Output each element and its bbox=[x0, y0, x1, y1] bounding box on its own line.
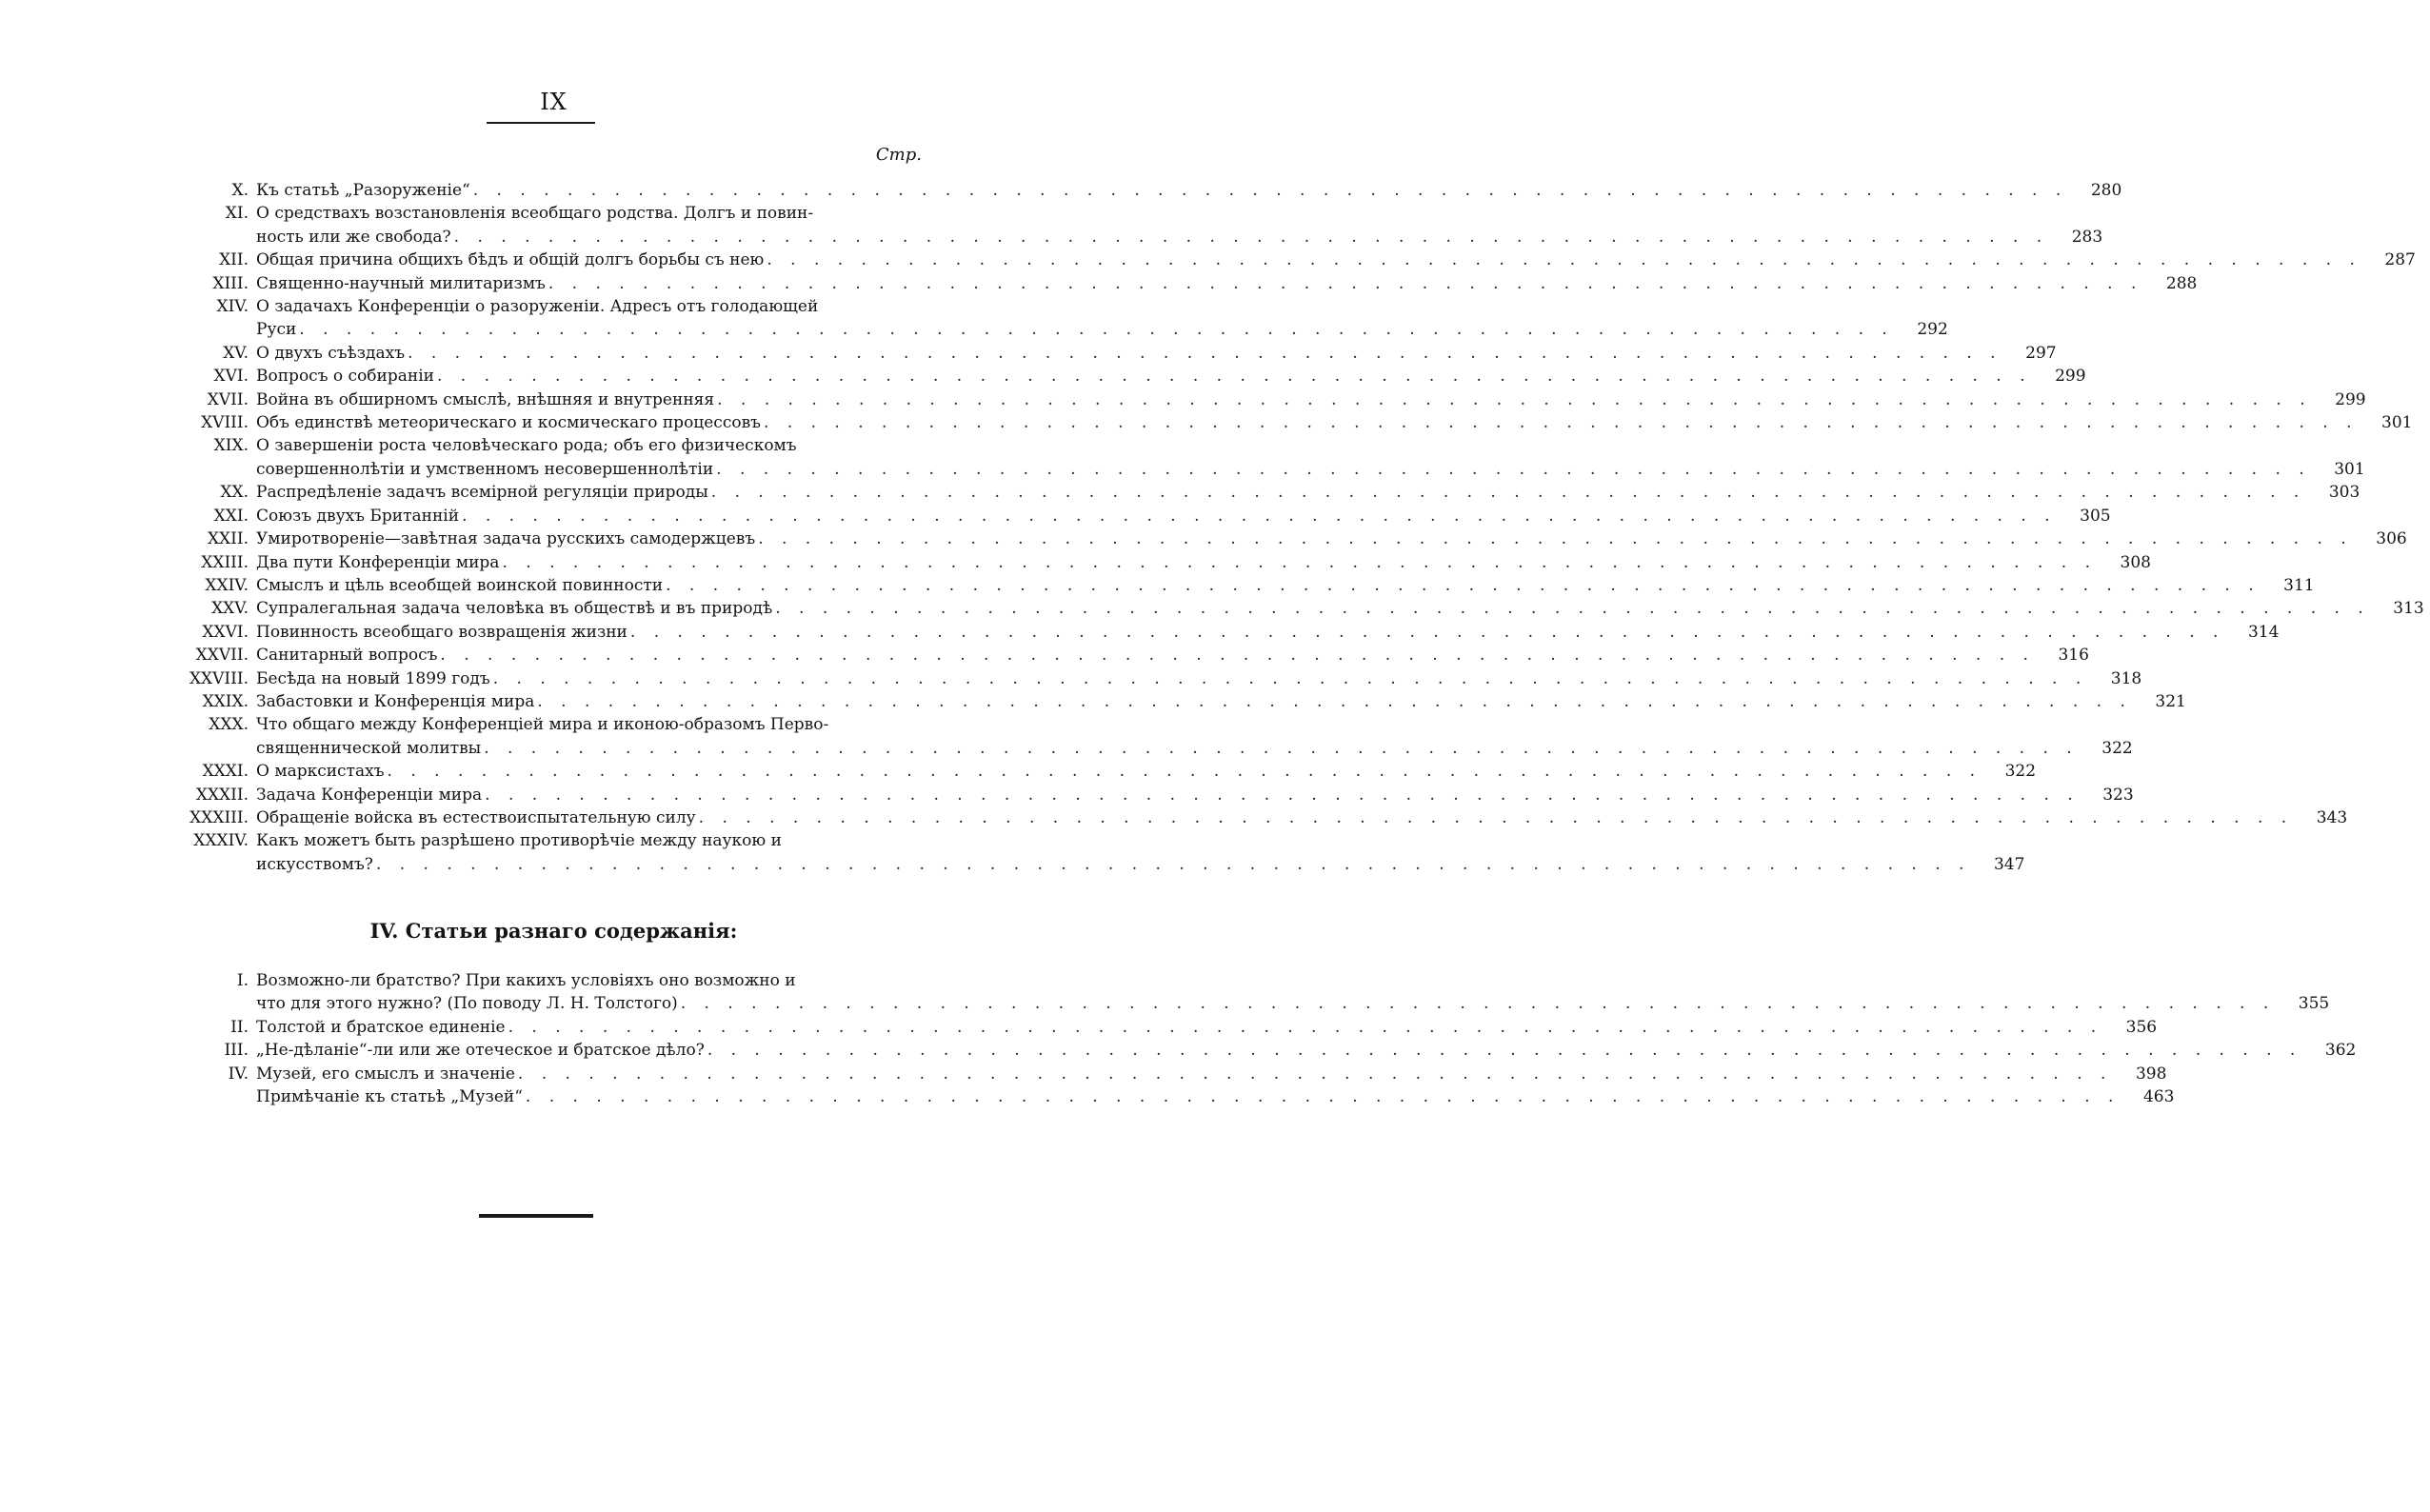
toc-entry-last-line bbox=[256, 853, 2025, 876]
dot-leader: . . . . . . . . . . . . . . . . . . . . . . . . . . . . . . . . . . . . . . . . . . . . . . . . . . . . . . . . . . . . . . . . . . . . bbox=[537, 691, 2132, 711]
toc-entry-title: Руси bbox=[256, 320, 297, 340]
toc-entry-last-line bbox=[256, 737, 2133, 760]
toc-entry-page: 299 bbox=[2335, 389, 2366, 409]
toc-entry-title: Къ статьѣ „Разоруженіе“ bbox=[256, 181, 470, 200]
toc-entry-page: 308 bbox=[2120, 552, 2151, 572]
toc-entry-body bbox=[256, 434, 2365, 481]
toc-entry-last-line bbox=[256, 249, 2416, 271]
toc-entry-last-line bbox=[256, 760, 2037, 783]
dot-leader: . . . . . . . . . . . . . . . . . . . . . . . . . . . . . . . . . . . . . . . . . . . . . . . . . . . . . . . . . . . . . . . . . . . . bbox=[472, 181, 2068, 200]
toc-entry-title: Умиротвореніе—завѣтная задача русскихъ самодержцевъ bbox=[256, 529, 756, 549]
dot-leader: . . . . . . . . . . . . . . . . . . . . . . . . . . . . . . . . . . . . . . . . . . . . . . . . . . . . . . . . . . . . . . . . . . . . bbox=[492, 668, 2088, 688]
toc-entry-body bbox=[256, 179, 2122, 202]
toc-entry-number bbox=[177, 1085, 256, 1108]
footer-rule bbox=[479, 1214, 593, 1218]
toc-entry-number: XVII. bbox=[207, 389, 249, 409]
toc-entry-title-line: Что общаго между Конференціей мира и иконою-образомъ Перво- bbox=[256, 715, 829, 735]
toc-entry-body bbox=[256, 481, 2360, 504]
toc-entry-body bbox=[256, 1085, 2175, 1108]
toc-entry-last-line bbox=[256, 784, 2134, 806]
toc-entry-number: XIX. bbox=[213, 436, 249, 456]
toc-entry-title: что для этого нужно? (По поводу Л. Н. Толстого) bbox=[256, 994, 678, 1014]
toc-entry[interactable] bbox=[177, 597, 2424, 620]
dot-leader: . . . . . . . . . . . . . . . . . . . . . . . . . . . . . . . . . . . . . . . . . . . . . . . . . . . . . . . . . . . . . . . . . . . . bbox=[698, 807, 2294, 827]
dot-leader: . . . . . . . . . . . . . . . . . . . . . . . . . . . . . . . . . . . . . . . . . . . . . . . . . . . . . . . . . . . . . . . . . . . . bbox=[525, 1087, 2121, 1107]
toc-entry-page: 314 bbox=[2247, 622, 2280, 642]
toc-entry-page: 343 bbox=[2316, 807, 2348, 827]
toc-entry-number: XX. bbox=[220, 483, 249, 503]
toc-entry-page: 463 bbox=[2142, 1087, 2175, 1107]
toc-entry-number: XXIII. bbox=[201, 552, 249, 572]
toc-entry-last-line bbox=[256, 365, 2086, 388]
toc-entry-number: XXIV. bbox=[205, 575, 249, 595]
toc-entry[interactable] bbox=[177, 969, 2330, 1016]
toc-entry-last-line bbox=[256, 1039, 2357, 1062]
toc-entry-last-line bbox=[256, 1063, 2167, 1085]
toc-entry[interactable] bbox=[177, 806, 2348, 829]
toc-entry-page: 323 bbox=[2102, 785, 2134, 805]
toc-entry-last-line bbox=[256, 458, 2365, 481]
dot-leader: . . . . . . . . . . . . . . . . . . . . . . . . . . . . . . . . . . . . . . . . . . . . . . . . . . . . . . . . . . . . . . . . . . . . bbox=[485, 785, 2080, 805]
toc-entry-last-line bbox=[256, 411, 2413, 434]
toc-entry[interactable] bbox=[177, 481, 2360, 504]
toc-entry-number: XXI. bbox=[213, 506, 249, 526]
toc-entry-body bbox=[256, 551, 2151, 574]
toc-entry-number: XII. bbox=[219, 250, 249, 270]
toc-entry-number: XXVII. bbox=[195, 646, 249, 666]
toc-entry-page: 313 bbox=[2393, 599, 2424, 619]
toc-entry-body bbox=[256, 806, 2348, 829]
toc-entry-body bbox=[256, 829, 2025, 876]
toc-entry-last-line bbox=[256, 272, 2198, 295]
toc-entry-title: „Не-дѣланіе“-ли или же отеческое и братское дѣло? bbox=[256, 1041, 705, 1061]
toc-entry-title: Повинность всеобщаго возвращенія жизни bbox=[256, 622, 627, 642]
toc-entry[interactable] bbox=[177, 365, 2086, 388]
toc-entry-page: 398 bbox=[2135, 1064, 2167, 1084]
toc-entry-last-line bbox=[256, 226, 2103, 249]
toc-entry-number: XXXII. bbox=[195, 785, 249, 805]
toc-entry[interactable] bbox=[177, 667, 2142, 690]
toc-entry-body bbox=[256, 505, 2111, 527]
toc-entry-title: О двухъ съѣздахъ bbox=[256, 343, 406, 363]
toc-entry-number: XXII. bbox=[207, 529, 249, 549]
toc-entry-body bbox=[256, 388, 2366, 411]
toc-entry-page: 301 bbox=[2381, 413, 2413, 433]
toc-entry-number: XVI. bbox=[213, 367, 249, 387]
toc-entry-number: XXXI. bbox=[202, 762, 249, 782]
toc-entry-last-line bbox=[256, 388, 2366, 411]
toc-entry[interactable] bbox=[177, 434, 2365, 481]
toc-entry-title: Бесѣда на новый 1899 годъ bbox=[256, 668, 490, 688]
toc-entry[interactable] bbox=[177, 1063, 2167, 1085]
toc-entry-number: XVIII. bbox=[201, 413, 249, 433]
dot-leader: . . . . . . . . . . . . . . . . . . . . . . . . . . . . . . . . . . . . . . . . . . . . . . . . . . . . . . . . . . . . . . . . . . . . bbox=[717, 389, 2312, 409]
toc-entry[interactable] bbox=[177, 829, 2025, 876]
toc-entry[interactable] bbox=[177, 179, 2122, 202]
toc-entry-body bbox=[256, 1063, 2167, 1085]
toc-entry-body bbox=[256, 667, 2142, 690]
toc-entry[interactable] bbox=[177, 621, 2280, 644]
toc-entry-title-line: О средствахъ возстановленія всеобщаго родства. Долгъ и повин- bbox=[256, 204, 814, 224]
dot-leader: . . . . . . . . . . . . . . . . . . . . . . . . . . . . . . . . . . . . . . . . . . . . . . . . . . . . . . . . . . . . . . . . . . . . bbox=[767, 250, 2361, 270]
toc-part-4 bbox=[177, 969, 2357, 1108]
toc-entry-body bbox=[256, 713, 2133, 760]
toc-entry-last-line bbox=[256, 505, 2111, 527]
toc-entry-last-line bbox=[256, 1085, 2175, 1108]
toc-entry-body bbox=[256, 202, 2103, 249]
toc-entry-body bbox=[256, 784, 2134, 806]
toc-part-3 bbox=[177, 179, 2424, 876]
toc-entry[interactable] bbox=[177, 295, 1948, 342]
toc-entry-page: 287 bbox=[2384, 250, 2416, 270]
toc-entry[interactable] bbox=[177, 760, 2037, 783]
toc-entry-title: Союзъ двухъ Британній bbox=[256, 506, 460, 526]
toc-entry-number: XXVI. bbox=[202, 622, 249, 642]
toc-entry-page: 318 bbox=[2110, 668, 2142, 688]
toc-entry-title-line: О задачахъ Конференціи о разоруженіи. Адресъ отъ голодающей bbox=[256, 297, 819, 317]
toc-entry-last-line bbox=[256, 1016, 2158, 1039]
toc-entry-number: XXIX. bbox=[202, 691, 249, 711]
toc-entry-number: I. bbox=[236, 971, 249, 990]
toc-entry-last-line bbox=[256, 992, 2330, 1015]
dot-leader: . . . . . . . . . . . . . . . . . . . . . . . . . . . . . . . . . . . . . . . . . . . . . . . . . . . . . . . . . . . . . . . . . . . . bbox=[716, 459, 2311, 479]
toc-entry-title: Война въ обширномъ смыслѣ, внѣшняя и внутренняя bbox=[256, 389, 715, 409]
toc-entry-title: Вопросъ о собираніи bbox=[256, 367, 434, 387]
toc-entry-title: ность или же свобода? bbox=[256, 227, 451, 247]
toc-entry-title: Задача Конференціи мира bbox=[256, 785, 483, 805]
toc-entry[interactable] bbox=[177, 690, 2186, 713]
toc-entry-body bbox=[256, 969, 2330, 1016]
dot-leader: . . . . . . . . . . . . . . . . . . . . . . . . . . . . . . . . . . . . . . . . . . . . . . . . . . . . . . . . . . . . . . . . . . . . bbox=[680, 994, 2276, 1014]
toc-entry-last-line bbox=[256, 481, 2360, 504]
toc-entry-title: Объ единствѣ метеорическаго и космическаго процессовъ bbox=[256, 413, 761, 433]
dot-leader: . . . . . . . . . . . . . . . . . . . . . . . . . . . . . . . . . . . . . . . . . . . . . . . . . . . . . . . . . . . . . . . . . . . . bbox=[763, 413, 2359, 433]
toc-entry-body bbox=[256, 597, 2424, 620]
toc-entry-page: 347 bbox=[1993, 854, 2025, 874]
toc-entry-title-line: Какъ можетъ быть разрѣшено противорѣчіе между наукою и bbox=[256, 831, 782, 851]
dot-leader: . . . . . . . . . . . . . . . . . . . . . . . . . . . . . . . . . . . . . . . . . . . . . . . . . . . . . . . . . . . . . . . . . . . . bbox=[502, 552, 2097, 572]
toc-entry[interactable] bbox=[177, 1039, 2357, 1062]
toc-entry-number: X. bbox=[231, 181, 249, 200]
toc-entry-title: Забастовки и Конференція мира bbox=[256, 691, 535, 711]
toc-entry-title: искусствомъ? bbox=[256, 854, 373, 874]
toc-entry-title: Музей, его смыслъ и значеніе bbox=[256, 1064, 515, 1084]
toc-entry-page: 322 bbox=[2004, 762, 2037, 782]
toc-entry-title: совершеннолѣтіи и умственномъ несовершеннолѣтіи bbox=[256, 459, 714, 479]
dot-leader: . . . . . . . . . . . . . . . . . . . . . . . . . . . . . . . . . . . . . . . . . . . . . . . . . . . . . . . . . . . . . . . . . . . . bbox=[517, 1064, 2113, 1084]
toc-entry-body bbox=[256, 527, 2407, 550]
toc-entry-number: XIV. bbox=[216, 297, 249, 317]
toc-entry-page: 322 bbox=[2101, 738, 2133, 758]
toc-entry[interactable] bbox=[177, 713, 2133, 760]
toc-entry-title: Общая причина общихъ бѣдъ и общій долгъ борьбы съ нею bbox=[256, 250, 765, 270]
dot-leader: . . . . . . . . . . . . . . . . . . . . . . . . . . . . . . . . . . . . . . . . . . . . . . . . . . . . . . . . . . . . . . . . . . . . bbox=[299, 320, 1894, 340]
toc-entry-page: 306 bbox=[2376, 529, 2407, 549]
dot-leader: . . . . . . . . . . . . . . . . . . . . . . . . . . . . . . . . . . . . . . . . . . . . . . . . . . . . . . . . . . . . . . . . . . . . bbox=[775, 599, 2370, 619]
toc-entry-number: XXXIII. bbox=[189, 807, 249, 827]
dot-leader: . . . . . . . . . . . . . . . . . . . . . . . . . . . . . . . . . . . . . . . . . . . . . . . . . . . . . . . . . . . . . . . . . . . . bbox=[462, 506, 2057, 526]
dot-leader: . . . . . . . . . . . . . . . . . . . . . . . . . . . . . . . . . . . . . . . . . . . . . . . . . . . . . . . . . . . . . . . . . . . . bbox=[375, 854, 1971, 874]
toc-entry-body bbox=[256, 1039, 2357, 1062]
dot-leader: . . . . . . . . . . . . . . . . . . . . . . . . . . . . . . . . . . . . . . . . . . . . . . . . . . . . . . . . . . . . . . . . . . . . bbox=[758, 529, 2353, 549]
toc-entry-body bbox=[256, 365, 2086, 388]
toc-entry-number: XXVIII. bbox=[189, 668, 249, 688]
toc-entry[interactable] bbox=[177, 644, 2089, 666]
toc-entry-body bbox=[256, 690, 2186, 713]
toc-entry-page: 303 bbox=[2328, 483, 2360, 503]
toc-entry[interactable] bbox=[177, 1016, 2158, 1039]
toc-entry-page: 305 bbox=[2080, 506, 2111, 526]
toc-entry-last-line bbox=[256, 574, 2315, 597]
page-column-header: Стр. bbox=[875, 145, 922, 165]
toc-entry-page: 362 bbox=[2324, 1041, 2357, 1061]
dot-leader: . . . . . . . . . . . . . . . . . . . . . . . . . . . . . . . . . . . . . . . . . . . . . . . . . . . . . . . . . . . . . . . . . . . . bbox=[484, 738, 2079, 758]
header-rule bbox=[487, 122, 595, 124]
toc-entry[interactable] bbox=[177, 249, 2416, 271]
toc-entry-number: XXV. bbox=[211, 599, 249, 619]
toc-entry-body bbox=[256, 760, 2037, 783]
toc-entry-last-line bbox=[256, 551, 2151, 574]
toc-entry-page: 321 bbox=[2155, 691, 2186, 711]
toc-entry-title: Смыслъ и цѣль всеобщей воинской повинности bbox=[256, 575, 664, 595]
toc-entry-last-line bbox=[256, 667, 2142, 690]
toc-entry-title: Распредѣленіе задачъ всемірной регуляціи природы bbox=[256, 483, 708, 503]
toc-entry-last-line bbox=[256, 621, 2280, 644]
toc-entry[interactable] bbox=[177, 527, 2407, 550]
toc-entry-title: Супралегальная задача человѣка въ обществѣ и въ природѣ bbox=[256, 599, 773, 619]
dot-leader: . . . . . . . . . . . . . . . . . . . . . . . . . . . . . . . . . . . . . . . . . . . . . . . . . . . . . . . . . . . . . . . . . . . . bbox=[629, 622, 2225, 642]
dot-leader: . . . . . . . . . . . . . . . . . . . . . . . . . . . . . . . . . . . . . . . . . . . . . . . . . . . . . . . . . . . . . . . . . . . . bbox=[508, 1017, 2103, 1037]
toc-entry-body bbox=[256, 342, 2057, 365]
toc-entry[interactable] bbox=[177, 388, 2366, 411]
dot-leader: . . . . . . . . . . . . . . . . . . . . . . . . . . . . . . . . . . . . . . . . . . . . . . . . . . . . . . . . . . . . . . . . . . . . bbox=[548, 273, 2143, 293]
toc-entry-page: 301 bbox=[2334, 459, 2365, 479]
toc-entry-page: 355 bbox=[2298, 994, 2330, 1014]
toc-entry-number: IV. bbox=[228, 1064, 249, 1084]
dot-leader: . . . . . . . . . . . . . . . . . . . . . . . . . . . . . . . . . . . . . . . . . . . . . . . . . . . . . . . . . . . . . . . . . . . . bbox=[440, 646, 2035, 666]
dot-leader: . . . . . . . . . . . . . . . . . . . . . . . . . . . . . . . . . . . . . . . . . . . . . . . . . . . . . . . . . . . . . . . . . . . . bbox=[437, 367, 2032, 387]
toc-entry[interactable] bbox=[177, 411, 2413, 434]
toc-entry-page: 280 bbox=[2090, 181, 2122, 200]
toc-entry-title: Примѣчаніе къ статьѣ „Музей“ bbox=[256, 1087, 523, 1107]
toc-entry-body bbox=[256, 272, 2198, 295]
dot-leader: . . . . . . . . . . . . . . . . . . . . . . . . . . . . . . . . . . . . . . . . . . . . . . . . . . . . . . . . . . . . . . . . . . . . bbox=[387, 762, 1982, 782]
dot-leader: . . . . . . . . . . . . . . . . . . . . . . . . . . . . . . . . . . . . . . . . . . . . . . . . . . . . . . . . . . . . . . . . . . . . bbox=[666, 575, 2261, 595]
toc-entry-page: 283 bbox=[2071, 227, 2103, 247]
toc-entry[interactable] bbox=[177, 1085, 2175, 1108]
toc-entry[interactable] bbox=[177, 784, 2134, 806]
toc-entry-last-line bbox=[256, 597, 2424, 620]
toc-entry-body bbox=[256, 644, 2089, 666]
toc-entry-title-line: О завершеніи роста человѣческаго рода; объ его физическомъ bbox=[256, 436, 797, 456]
toc-entry-last-line bbox=[256, 342, 2057, 365]
toc-entry-number: XXX. bbox=[209, 715, 249, 735]
toc-entry[interactable] bbox=[177, 342, 2057, 365]
toc-entry-last-line bbox=[256, 179, 2122, 202]
toc-entry-title: Санитарный вопросъ bbox=[256, 646, 438, 666]
toc-entry-page: 292 bbox=[1917, 320, 1948, 340]
page-number: IX bbox=[540, 89, 568, 115]
toc-entry-number: XV. bbox=[223, 343, 249, 363]
toc-entry[interactable] bbox=[177, 551, 2151, 574]
toc-entry-title: Обращеніе войска въ естествоиспытательную силу bbox=[256, 807, 696, 827]
dot-leader: . . . . . . . . . . . . . . . . . . . . . . . . . . . . . . . . . . . . . . . . . . . . . . . . . . . . . . . . . . . . . . . . . . . . bbox=[710, 483, 2306, 503]
toc-entry-title: О марксистахъ bbox=[256, 762, 385, 782]
toc-entry-last-line bbox=[256, 690, 2186, 713]
toc-entry-last-line bbox=[256, 318, 1948, 341]
toc-entry-number: II. bbox=[230, 1017, 249, 1037]
toc-entry-body bbox=[256, 1016, 2158, 1039]
toc-entry-page: 356 bbox=[2125, 1017, 2158, 1037]
toc-entry-last-line bbox=[256, 644, 2089, 666]
toc-entry-number: XXXIV. bbox=[193, 831, 249, 851]
dot-leader: . . . . . . . . . . . . . . . . . . . . . . . . . . . . . . . . . . . . . . . . . . . . . . . . . . . . . . . . . . . . . . . . . . . . bbox=[707, 1041, 2302, 1061]
toc-entry[interactable] bbox=[177, 574, 2315, 597]
toc-entry-last-line bbox=[256, 527, 2407, 550]
toc-entry-last-line bbox=[256, 806, 2348, 829]
dot-leader: . . . . . . . . . . . . . . . . . . . . . . . . . . . . . . . . . . . . . . . . . . . . . . . . . . . . . . . . . . . . . . . . . . . . bbox=[408, 343, 2002, 363]
toc-entry[interactable] bbox=[177, 505, 2111, 527]
toc-entry-title: Два пути Конференціи мира bbox=[256, 552, 500, 572]
toc-entry-number: XIII. bbox=[212, 273, 249, 293]
toc-entry-body bbox=[256, 249, 2416, 271]
toc-entry-body bbox=[256, 621, 2280, 644]
toc-entry-page: 297 bbox=[2025, 343, 2057, 363]
toc-entry-body bbox=[256, 295, 1948, 342]
toc-entry-page: 299 bbox=[2055, 367, 2086, 387]
toc-entry[interactable] bbox=[177, 202, 2103, 249]
toc-entry[interactable] bbox=[177, 272, 2198, 295]
toc-entry-title: священнической молитвы bbox=[256, 738, 482, 758]
toc-entry-page: 316 bbox=[2058, 646, 2089, 666]
toc-entry-page: 311 bbox=[2283, 575, 2315, 595]
toc-entry-title: Священно-научный милитаризмъ bbox=[256, 273, 546, 293]
section-iv-heading: IV. Статьи разнаго содержанія: bbox=[369, 919, 738, 943]
toc-entry-number: XI. bbox=[225, 204, 249, 224]
toc-entry-body bbox=[256, 574, 2315, 597]
dot-leader: . . . . . . . . . . . . . . . . . . . . . . . . . . . . . . . . . . . . . . . . . . . . . . . . . . . . . . . . . . . . . . . . . . . . bbox=[453, 227, 2049, 247]
toc-entry-title-line: Возможно-ли братство? При какихъ условіяхъ оно возможно и bbox=[256, 971, 796, 990]
toc-entry-body bbox=[256, 411, 2413, 434]
toc-entry-page: 288 bbox=[2165, 273, 2198, 293]
toc-entry-number: III. bbox=[224, 1041, 249, 1061]
toc-entry-title: Толстой и братское единеніе bbox=[256, 1017, 506, 1037]
